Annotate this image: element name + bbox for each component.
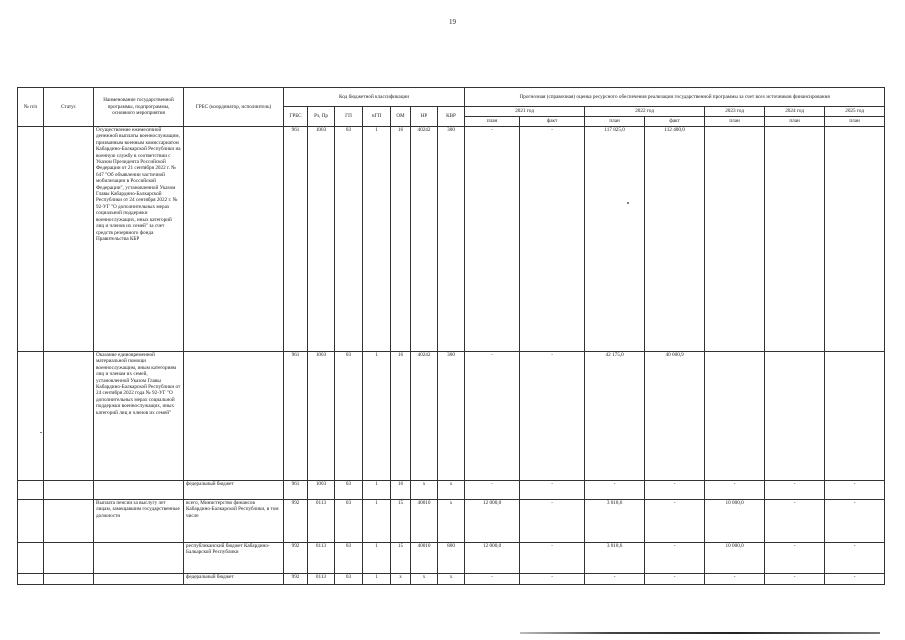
code-om-cell: 16 — [391, 352, 411, 481]
value-2021-fact: - — [520, 352, 585, 481]
code-om-cell: 16 — [391, 127, 411, 352]
code-kvr-cell: 300 — [438, 127, 465, 352]
code-pgp-cell: 1 — [363, 574, 391, 585]
value-2023-plan: - — [705, 481, 765, 500]
value-2025-plan — [825, 127, 885, 352]
table-row — [18, 574, 885, 585]
header-status: Статус — [44, 88, 94, 127]
budget-table — [17, 87, 885, 585]
row-grbs-cell — [184, 352, 284, 481]
code-rzpr-cell: 0113 — [308, 500, 335, 543]
value-2024-plan: - — [765, 481, 825, 500]
header-budget-code: Код бюджетной классификации — [284, 88, 465, 107]
header-fact: факт — [645, 117, 705, 127]
value-2024-plan: - — [765, 500, 825, 543]
row-grbs-cell: федеральный бюджет — [184, 481, 284, 500]
value-2025-plan: - — [825, 481, 885, 500]
value-2022-plan: 117 825,0 — [585, 127, 645, 352]
scan-artifact-dot — [627, 202, 629, 204]
value-2022-plan: 3 018,6 — [585, 500, 645, 543]
code-gp-cell: 03 — [335, 543, 363, 574]
code-nr-cell: x — [411, 481, 438, 500]
row-status-cell — [44, 543, 94, 574]
row-name-cell — [94, 574, 184, 585]
value-2021-fact: - — [520, 500, 585, 543]
header-name: Наименование государственной программы, подпрограммы, основного мероприятия — [94, 88, 184, 127]
row-num-cell — [18, 574, 44, 585]
value-2021-fact: - — [520, 481, 585, 500]
value-2021-plan: - — [465, 352, 520, 481]
code-grbs-cell: 961 — [284, 481, 308, 500]
code-pgp-cell: 1 — [363, 543, 391, 574]
code-grbs-cell: 961 — [284, 127, 308, 352]
row-status-cell — [44, 352, 94, 481]
value-2022-plan: - — [585, 574, 645, 585]
code-kvr-cell: x — [438, 481, 465, 500]
code-rzpr-cell: 1003 — [308, 127, 335, 352]
scan-artifact-dash — [40, 432, 42, 433]
row-status-cell — [44, 481, 94, 500]
value-2024-plan: - — [765, 543, 825, 574]
code-pgp-cell: 1 — [363, 127, 391, 352]
row-name-cell: Осуществление ежемесячной денежной выплаты военнослужащим, призванным военным комиссариатом Кабардино-Балкарской Республики на военную службу в соответствии с Указом Президента Российской Федерации от 21 сентября 2022 г. № 647 "Об объявлении частичной мобилизации в Российской Федерации", установленной Указом Главы Кабардино-Балкарской Республики от 24 сентября 2022 г. № 92-УГ "О дополнительных мерах социальной поддержки военнослужащих, иных категорий лиц и членов их семей" за счет средств резервного фонда Правительства КБР — [94, 127, 184, 352]
header-code-pgp: пГП — [363, 107, 391, 127]
code-grbs-cell: 992 — [284, 500, 308, 543]
row-grbs-cell: федеральный бюджет — [184, 574, 284, 585]
table-row — [18, 352, 885, 481]
code-kvr-cell: 800 — [438, 543, 465, 574]
value-2021-plan: 12 000,0 — [465, 500, 520, 543]
row-status-cell — [44, 574, 94, 585]
value-2021-fact: - — [520, 543, 585, 574]
header-code-rzpr: Рз, Пр — [308, 107, 335, 127]
header-year-2023: 2023 год — [705, 107, 765, 117]
row-status-cell — [44, 127, 94, 352]
value-2021-plan: - — [465, 574, 520, 585]
code-om-cell: 15 — [391, 543, 411, 574]
value-2025-plan — [825, 352, 885, 481]
value-2022-fact: - — [645, 574, 705, 585]
code-nr-cell: x — [411, 574, 438, 585]
code-grbs-cell: 992 — [284, 574, 308, 585]
header-forecast: Прогнозная (справочная) оценка ресурсного обеспечения реализации государственной программы за счет всех источников финансирования — [465, 88, 885, 107]
header-plan: план — [825, 117, 885, 127]
value-2022-fact: - — [645, 543, 705, 574]
header-row-main — [18, 88, 885, 107]
value-2021-fact: - — [520, 574, 585, 585]
code-rzpr-cell: 1003 — [308, 352, 335, 481]
table-row — [18, 127, 885, 352]
code-kvr-cell: 300 — [438, 352, 465, 481]
header-code-kvr: КВР — [438, 107, 465, 127]
row-status-cell — [44, 500, 94, 543]
header-year-2024: 2024 год — [765, 107, 825, 117]
header-code-om: ОМ — [391, 107, 411, 127]
code-nr-cell: 40242 — [411, 352, 438, 481]
value-2024-plan: - — [765, 574, 825, 585]
row-grbs-cell: всего, Министерство финансов Кабардино-Балкарской Республики, в том числе — [184, 500, 284, 543]
header-plan: план — [465, 117, 520, 127]
header-plan: план — [585, 117, 645, 127]
row-name-cell: Выплата пенсии за выслугу лет лицам, замещавшим государственные должности — [94, 500, 184, 543]
row-name-cell: Оказание единовременной материальной помощи военнослужащим, иным категориям лиц и членам их семей, установленной Указом Главы Кабардино-Балкарской Республики от 24 сентября 2022 года № 92-УГ "О дополнительных мерах социальной поддержки военнослужащих, иных категорий лиц и членов их семей" — [94, 352, 184, 481]
code-om-cell: 16 — [391, 481, 411, 500]
header-num: № п/п — [18, 88, 44, 127]
row-num-cell — [18, 352, 44, 481]
value-2025-plan: - — [825, 574, 885, 585]
code-nr-cell: 40010 — [411, 543, 438, 574]
code-nr-cell: 40242 — [411, 127, 438, 352]
code-grbs-cell: 961 — [284, 352, 308, 481]
code-gp-cell: 03 — [335, 352, 363, 481]
table-row — [18, 481, 885, 500]
code-rzpr-cell: 0113 — [308, 574, 335, 585]
header-plan: план — [705, 117, 765, 127]
header-code-grbs: ГРБС — [284, 107, 308, 127]
code-nr-cell: 40010 — [411, 500, 438, 543]
code-gp-cell: 03 — [335, 481, 363, 500]
value-2024-plan — [765, 352, 825, 481]
value-2025-plan: - — [825, 543, 885, 574]
code-rzpr-cell: 0113 — [308, 543, 335, 574]
header-code-gp: ГП — [335, 107, 363, 127]
row-num-cell — [18, 543, 44, 574]
header-code-nr: НР — [411, 107, 438, 127]
row-name-cell — [94, 543, 184, 574]
value-2022-fact: - — [645, 481, 705, 500]
header-year-2021: 2021 год — [465, 107, 585, 117]
code-gp-cell: 03 — [335, 127, 363, 352]
code-pgp-cell: 1 — [363, 481, 391, 500]
value-2023-plan: 10 000,0 — [705, 543, 765, 574]
header-fact: факт — [520, 117, 585, 127]
row-num-cell — [18, 127, 44, 352]
value-2022-plan: - — [585, 481, 645, 500]
row-num-cell — [18, 500, 44, 543]
code-gp-cell: 03 — [335, 500, 363, 543]
value-2021-plan: - — [465, 481, 520, 500]
scan-artifact-line — [520, 632, 880, 634]
page-number: 19 — [449, 18, 456, 26]
row-name-cell — [94, 481, 184, 500]
header-grbs-coordinator: ГРБС (координатор, исполнитель) — [184, 88, 284, 127]
header-year-2025: 2025 год — [825, 107, 885, 117]
table-row — [18, 543, 885, 574]
header-year-2022: 2022 год — [585, 107, 705, 117]
code-gp-cell: 03 — [335, 574, 363, 585]
value-2022-plan: 42 175,0 — [585, 352, 645, 481]
code-kvr-cell: x — [438, 574, 465, 585]
value-2021-plan: 12 000,0 — [465, 543, 520, 574]
code-rzpr-cell: 1003 — [308, 481, 335, 500]
row-num-cell — [18, 481, 44, 500]
value-2022-plan: 3 018,6 — [585, 543, 645, 574]
code-om-cell: 15 — [391, 500, 411, 543]
row-grbs-cell — [184, 127, 284, 352]
row-grbs-cell: республиканский бюджет Кабардино-Балкарской Республики — [184, 543, 284, 574]
value-2023-plan — [705, 352, 765, 481]
code-pgp-cell: 1 — [363, 500, 391, 543]
value-2023-plan: 10 000,0 — [705, 500, 765, 543]
value-2022-fact: 112 400,0 — [645, 127, 705, 352]
value-2023-plan: - — [705, 574, 765, 585]
code-pgp-cell: 1 — [363, 352, 391, 481]
value-2021-fact: - — [520, 127, 585, 352]
value-2023-plan — [705, 127, 765, 352]
value-2022-fact: 40 600,9 — [645, 352, 705, 481]
value-2025-plan: - — [825, 500, 885, 543]
value-2022-fact: - — [645, 500, 705, 543]
value-2021-plan: - — [465, 127, 520, 352]
table-row — [18, 500, 885, 543]
code-om-cell: x — [391, 574, 411, 585]
header-plan: план — [765, 117, 825, 127]
code-grbs-cell: 992 — [284, 543, 308, 574]
code-kvr-cell: x — [438, 500, 465, 543]
value-2024-plan — [765, 127, 825, 352]
